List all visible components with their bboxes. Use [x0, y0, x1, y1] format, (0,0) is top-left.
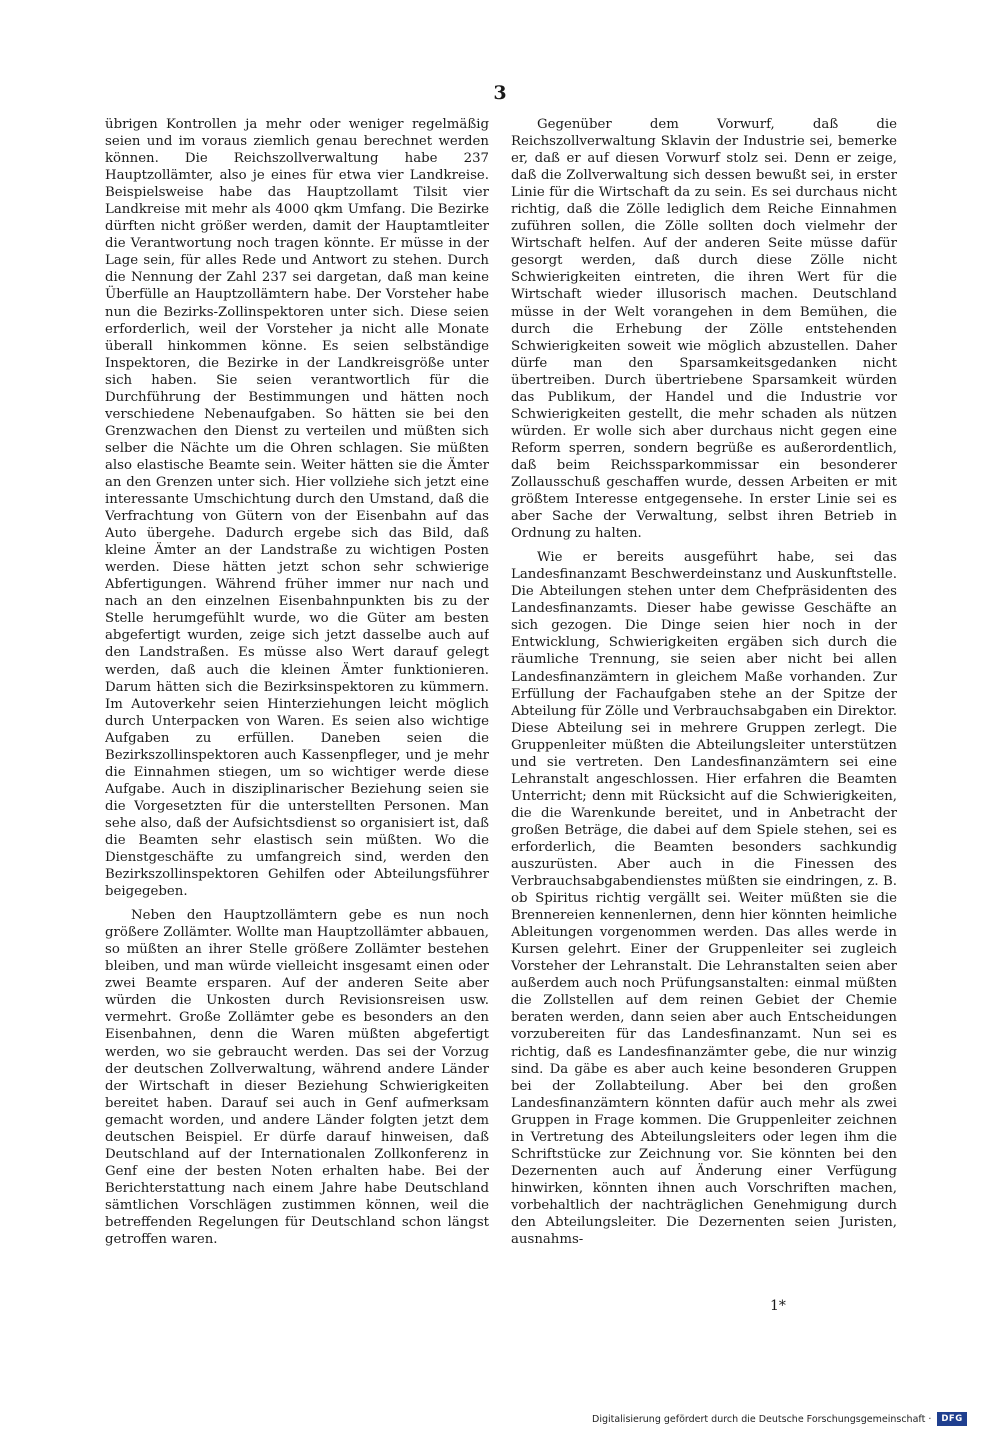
left-column [105, 116, 489, 1296]
dfg-logo: DFG [937, 1412, 966, 1426]
right-column [511, 116, 897, 1296]
digitization-footer [592, 1410, 967, 1428]
footer-text: Digitalisierung gefördert durch die Deutsche Forschungsgemeinschaft · [592, 1413, 932, 1425]
signature-mark: 1* [770, 1298, 786, 1314]
paragraph: übrigen Kontrollen ja mehr oder weniger regelmäßig seien und im voraus ziemlich genau berechnet werden können. Die Reichszollverwaltung habe 237 Hauptzollämter, also je eines für etwa vier Landkreise. Beispielsweise habe das Hauptzollamt Tilsit vier Landkreise mit mehr als 4000 qkm Umfang. Die Bezirke dürften nicht größer werden, damit der Hauptamtleiter die Verantwortung noch tragen könnte. Er müsse in der Lage sein, für alles Rede und Antwort zu stehen. Durch die Nennung der Zahl 237 sei dargetan, daß man keine Überfülle an Hauptzollämtern habe. Der Vorsteher habe nun die Bezirks-Zollinspektoren unter sich. Diese seien erforderlich, weil der Vorsteher ja nicht alle Monate überall hinkommen könne. Es seien selbständige Inspektoren, die Bezirke in der Landkreisgröße unter sich haben. Sie seien verantwortlich für die Durchführung der Bestimmungen und hätten noch verschiedene Nebenaufgaben. So hätten sie bei den Grenzwachen den Dienst zu verteilen und müßten sich selber die Nächte um die Ohren schlagen. Sie müßten also elastische Beamte sein. Weiter hätten sie die Ämter an den Grenzen unter sich. Hier vollziehe sich jetzt eine interessante Umschichtung durch den Umstand, daß die Verfrachtung von Gütern von der Eisenbahn auf das Auto übergehe. Dadurch ergebe sich das Bild, daß kleine Ämter an der Landstraße zu wichtigen Posten werden. Diese hätten jetzt schon sehr schwierige Abfertigungen. Während früher immer nur nach und nach an den einzelnen Eisenbahnpunkten bis zu der Stelle herumgefühlt wurde, wo die Güter am besten abgefertigt wurden, zeige sich jetzt dasselbe auch auf den Landstraßen. Es müsse also Wert darauf gelegt werden, daß auch die kleinen Ämter funktionieren. Darum hätten sich die Bezirksinspektoren zu kümmern. Im Autoverkehr seien Hinterziehungen leicht möglich durch Unterpacken von Waren. Es seien also wichtige Aufgaben zu erfüllen. Daneben seien die Bezirkszollinspektoren auch Kassenpfleger, und je mehr die Einnahmen stiegen, um so wichtiger werde diese Aufgabe. Auch in disziplinarischer Beziehung seien sie die Vorgesetzten für die unterstellten Personen. Man sehe also, daß der Aufsichtsdienst so organisiert ist, daß die Beamten sehr elastisch sein müßten. Wo die Dienstgeschäfte zu umfangreich sind, werden den Bezirkszollinspektoren Gehilfen oder Abteilungsführer beigegeben. [105, 117, 489, 900]
paragraph: Wie er bereits ausgeführt habe, sei das Landesfinanzamt Beschwerdeinstanz und Auskunftstelle. Die Abteilungen stehen unter dem Chefpräsidenten des Landesfinanzamts. Dieser habe gewisse Geschäfte an sich gezogen. Die Dinge seien hier noch in der Entwicklung, Schwierigkeiten ergäben sich durch die räumliche Trennung, sie seien aber nicht bei allen Landesfinanzämtern in gleichem Maße vorhanden. Zur Erfüllung der Fachaufgaben stehe an der Spitze der Abteilung für Zölle und Verbrauchsabgaben ein Direktor. Diese Abteilung sei in mehrere Gruppen zerlegt. Die Gruppenleiter müßten die Abteilungsleiter unterstützen und sie vertreten. Den Landesfinanzämtern sei eine Lehranstalt angeschlossen. Hier erfahren die Beamten Unterricht; denn mit Rücksicht auf die Schwierigkeiten, die die Warenkunde bereitet, und in Anbetracht der großen Beträge, die dabei auf dem Spiele stehen, sei es erforderlich, die Beamten besonders sachkundig auszurüsten. Aber auch in die Finessen des Verbrauchsabgabendienstes müßten sie eindringen, z. B. ob Spiritus richtig vergällt sei. Weiter müßten sie die Brennereien kennenlernen, denn hier könnten heimliche Ableitungen vorgenommen werden. Das alles werde in Kursen gelehrt. Einer der Gruppenleiter sei zugleich Vorsteher der Lehranstalt. Die Lehranstalten seien aber außerdem auch noch Prüfungsanstalten: einmal müßten die Zollstellen auf dem reinen Gebiet der Chemie beraten werden, dann seien aber auch Entscheidungen vorzubereiten für das Landesfinanzamt. Nun sei es richtig, daß es Landesfinanzämter gebe, die nur winzig sind. Da gäbe es aber auch keine besonderen Gruppen bei der Zollabteilung. Aber bei den großen Landesfinanzämtern könnten dafür auch mehr als zwei Gruppen in Frage kommen. Die Gruppenleiter zeichnen in Vertretung des Abteilungsleiters oder legen ihm die Schriftstücke zur Zeichnung vor. Sie könnten bei den Dezernenten auch auf Änderung einer Verfügung hinwirken, könnten ihnen auch Vorschriften machen, vorbehaltlich der nachträglichen Genehmigung durch den Abteilungsleiter. Die Dezernenten seien Juristen, ausnahms- [511, 550, 897, 1248]
page-number: 3 [493, 82, 507, 104]
paragraph: Gegenüber dem Vorwurf, daß die Reichszollverwaltung Sklavin der Industrie sei, bemerke er, daß er auf diesen Vorwurf stolz sei. Denn er zeige, daß die Zollverwaltung sich dessen bewußt sei, in erster Linie für die Wirtschaft da zu sein. Es sei durchaus nicht richtig, daß die Zölle lediglich dem Reiche Einnahmen zuführen sollen, die Zölle sollten doch vielmehr der Wirtschaft helfen. Auf der anderen Seite müsse dafür gesorgt werden, daß durch diese Zölle nicht Schwierigkeiten eintreten, die ihren Wert für die Wirtschaft wieder illusorisch machen. Deutschland müsse in der Welt vorangehen in dem Bemühen, die durch die Erhebung der Zölle entstehenden Schwierigkeiten soweit wie möglich abzustellen. Daher dürfe man den Sparsamkeitsgedanken nicht übertreiben. Durch übertriebene Sparsamkeit würden das Publikum, der Handel und die Industrie vor Schwierigkeiten gestellt, die mehr schaden als nützen würden. Er wolle sich aber durchaus nicht gegen eine Reform sperren, sondern begrüße es außerordentlich, daß beim Reichssparkommissar ein besonderer Zollausschuß geschaffen wurde, dessen Arbeiten er mit größtem Interesse entgegensehe. In erster Linie sei es aber Sache der Verwaltung, selbst ihren Betrieb in Ordnung zu halten. [511, 117, 897, 542]
paragraph: Neben den Hauptzollämtern gebe es nun noch größere Zollämter. Wollte man Hauptzollämter abbauen, so müßten an ihrer Stelle größere Zollämter bestehen bleiben, und man würde vielleicht insgesamt einen oder zwei Beamte ersparen. Auf der anderen Seite aber würden die Unkosten durch Revisionsreisen usw. vermehrt. Große Zollämter gebe es besonders an den Eisenbahnen, denn die Waren müßten abgefertigt werden, wo sie gebraucht werden. Das sei der Vorzug der deutschen Zollverwaltung, während andere Länder der Wirtschaft in dieser Beziehung Schwierigkeiten bereitet haben. Darauf sei auch in Genf aufmerksam gemacht worden, und andere Länder folgten jetzt dem deutschen Beispiel. Er dürfe darauf hinweisen, daß Deutschland auf der Internationalen Zollkonferenz in Genf eine der besten Noten erhalten habe. Bei der Berichterstattung nach einem Jahre habe Deutschland sämtlichen Vorschlägen zustimmen können, weil die betreffenden Regelungen für Deutschland schon längst getroffen waren. [105, 908, 489, 1248]
